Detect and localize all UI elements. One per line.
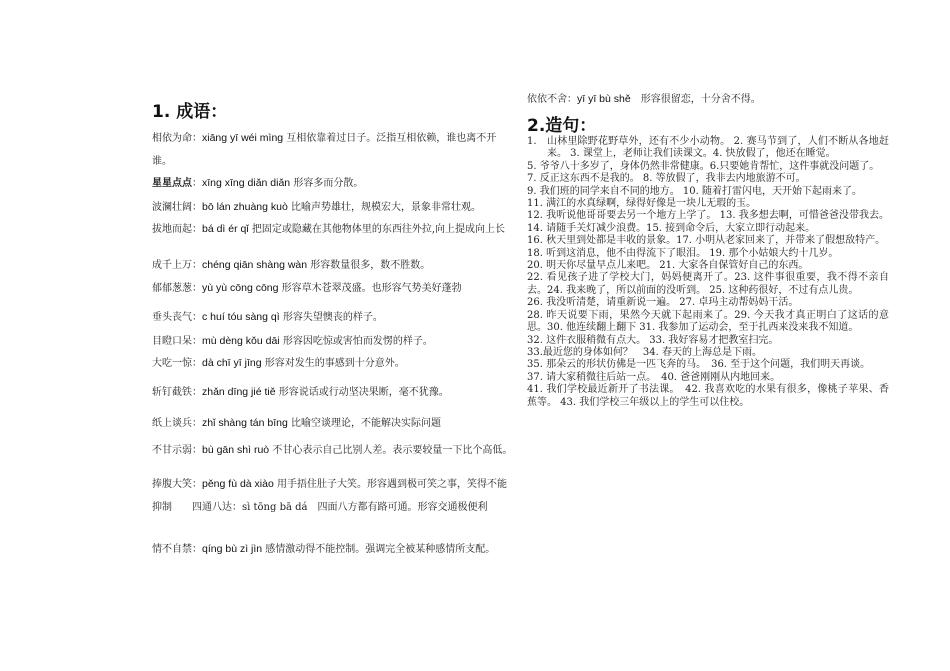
idiom-term: 星星点点: [152, 178, 192, 189]
sentence-item: 7. 反正这东西不是我的。 8. 等放假了，我非去内地旅游不可。: [527, 173, 806, 185]
sentence-item: 22. 看见孩子进了学校大门，妈妈便离开了。23. 这件事很重要，我不得不亲自去。24. 我来晚了，所以前面的没听到。 25. 这种药很好，不过有点儿贵。: [527, 272, 889, 296]
sentence-item: 37. 请大家稍微往后站一点。 40. 爸爸刚刚从内地回来。: [527, 371, 781, 383]
idiom-heading: 1. 成语：: [152, 102, 228, 122]
top-idiom-line: 依依不舍：yī yī bù shě 形容很留恋，十分舍不得。: [527, 93, 761, 105]
idiom-entry: 捧腹大笑：pěng fù dà xiào 用手捂住肚子大笑。形容遇到极可笑之事，笑得不能抑制 四通八达：sì tōng bā dá 四面八方都有路可通。形容交通极便利: [152, 478, 507, 513]
idiom-definition: 比喻声势雄壮，规模宏大，景象非常壮观。: [287, 202, 482, 213]
idiom-pinyin: xīng xīng diǎn diǎn: [202, 177, 291, 189]
idiom-entry: 波澜壮阔：bō lán zhuàng kuò 比喻声势雄壮，规模宏大，景象非常壮观。: [152, 201, 482, 213]
idiom-pinyin: c huí tóu sàng qì: [202, 311, 280, 323]
idiom-definition: 形容因吃惊或害怕而发愣的样子。: [279, 336, 433, 347]
sentence-item: 12. 我听说他哥哥要去另一个地方上学了。 13. 我多想去啊，可惜爸爸没带我去。 14. 请随手关灯减少浪费。15. 接到命令后，大家立即行动起来。: [527, 210, 889, 234]
idiom-pinyin: mù dèng kǒu dāi: [202, 335, 280, 347]
sentence-list: [527, 136, 889, 409]
idiom-term: 拔地而起: [152, 224, 192, 235]
idiom-term: 垂头丧气: [152, 312, 192, 323]
idiom-pinyin: yù yù cōng cōng: [202, 282, 279, 294]
idiom-entry: 星星点点：xīng xīng diǎn diǎn 形容多而分散。: [152, 177, 364, 189]
sentence-item: 26. 我没听清楚，请重新说一遍。 27. 卓玛主动帮妈妈干活。: [527, 297, 799, 309]
idiom-pinyin: dà chī yī jīng: [202, 357, 262, 369]
idiom-pinyin: bá dì ér qǐ: [202, 223, 249, 235]
idiom-term: 波澜壮阔: [152, 202, 192, 213]
idiom-term: 成千上万: [152, 260, 192, 271]
idiom-entry: 拔地而起：bá dì ér qǐ 把固定或隐藏在其他物体里的东西往外拉,向上提成向上长: [152, 223, 506, 235]
sentence-item: [527, 136, 889, 161]
idiom-definition: 比喻空谈理论，不能解决实际问题: [287, 418, 442, 429]
idiom-definition: 形容草木苍翠茂盛。也形容气势美好蓬勃: [278, 283, 462, 294]
idiom-pinyin: chéng qiān shàng wàn: [202, 259, 308, 271]
sentence-item: 18. 听到这消息，他不由得流下了眼泪。 19. 那个小姑娘大约十几岁。: [527, 247, 839, 259]
idiom-definition: 形容数量很多，数不胜数。: [307, 260, 431, 271]
idiom-definition: 不甘心表示自己比别人差。表示要较量一下比个高低。: [269, 445, 513, 456]
sentence-item: 32. 这件衣服稍微有点大。 33. 我好容易才把教室扫完。: [527, 334, 779, 346]
sentence-item: 16. 秋天里到处都是丰收的景象。17. 小明从老家回来了，并带来了假想敌特产。: [527, 235, 886, 247]
idiom-pinyin: bù gān shì ruò: [202, 444, 270, 456]
sentence-number: 1.: [527, 136, 537, 147]
idiom-term: 斩钉截铁: [152, 387, 192, 398]
idiom-term: 郁郁葱葱: [152, 283, 192, 294]
idiom-term: 大吃一惊: [152, 358, 192, 369]
sentence-item: 5. 爷爷八十多岁了，身体仍然非常健康。6.只要她肯帮忙，这件事就没问题了。: [527, 160, 880, 172]
idiom-definition: 用手捂住肚子大笑。形容遇到极可笑之事，笑得不能抑制 四通八达：sì tōng bā dá 四面八方都有路可通。形容交通极便利: [152, 479, 507, 513]
idiom-entry: 不甘示弱：bù gān shì ruò 不甘心表示自己比别人差。表示要较量一下比个高低。: [152, 444, 513, 456]
sentence-item: 35. 那朵云的形状仿佛是一匹飞奔的马。 36. 至于这个问题，我们明天再谈。: [527, 359, 871, 371]
idiom-pinyin: pěng fù dà xiào: [202, 478, 274, 490]
idiom-pinyin: zhǐ shàng tán bīng: [202, 417, 288, 429]
idiom-pinyin: zhǎn dīng jié tiě: [202, 386, 276, 398]
idiom-pinyin: qíng bù zì jìn: [202, 543, 263, 555]
idiom-entry: 垂头丧气：c huí tóu sàng qì 形容失望懊丧的样子。: [152, 311, 383, 323]
sentence-item: 20. 明天你尽量早点儿来吧。 21. 大家各自保管好自己的东西。: [527, 260, 809, 272]
idiom-definition: 把固定或隐藏在其他物体里的东西往外拉,向上提成向上长: [248, 224, 506, 235]
idiom-entry: 大吃一惊：dà chī yī jīng 形容对发生的事感到十分意外。: [152, 357, 405, 369]
sentence-item: 41. 我们学校最近新开了书法课。 42. 我喜欢吃的水果有很多，像桃子苹果、香蕉等。 43. 我们学校三年级以上的学生可以住校。: [527, 384, 889, 408]
idiom-entry: 成千上万：chéng qiān shàng wàn 形容数量很多，数不胜数。: [152, 259, 431, 271]
idiom-term: 情不自禁: [152, 544, 192, 555]
idiom-entry: 郁郁葱葱：yù yù cōng cōng 形容草木苍翠茂盛。也形容气势美好蓬勃: [152, 282, 462, 294]
idiom-entry: 斩钉截铁：zhǎn dīng jié tiě 形容说话或行动坚决果断，毫不犹豫。: [152, 386, 449, 398]
idiom-definition: 形容多而分散。: [290, 178, 364, 189]
idiom-definition: 形容失望懊丧的样子。: [279, 312, 383, 323]
sentence-heading: 2.造句：: [527, 116, 597, 136]
idiom-term: 不甘示弱: [152, 445, 192, 456]
sentence-item: 9. 我们班的同学来自不同的地方。 10. 随着打雷闪电，天开始下起雨来了。: [527, 185, 862, 197]
idiom-definition: 形容说话或行动坚决果断，毫不犹豫。: [275, 387, 449, 398]
idiom-term: 捧腹大笑: [152, 479, 192, 490]
idiom-entry: 情不自禁：qíng bù zì jìn 感情激动得不能控制。强调完全被某种感情所支配。: [152, 543, 496, 555]
sentence-item: 33.最近您的身体如何？ 34. 春天的上海总是下雨。: [527, 346, 762, 358]
idiom-definition: 感情激动得不能控制。强调完全被某种感情所支配。: [262, 544, 496, 555]
sentence-item: 11. 满江的水真绿啊，绿得好像是一块儿无瑕的玉。: [527, 198, 757, 210]
idiom-entry: 相依为命：xiāng yī wéi mìng 互相依靠着过日子。泛指互相依赖，谁也离不开谁。: [152, 132, 497, 167]
idiom-term: 目瞪口呆: [152, 336, 192, 347]
idiom-definition: 形容对发生的事感到十分意外。: [261, 358, 405, 369]
idiom-pinyin: xiāng yī wéi mìng: [202, 132, 284, 144]
idiom-pinyin: bō lán zhuàng kuò: [202, 201, 288, 213]
idiom-term: 相依为命: [152, 133, 192, 144]
idiom-entry: 纸上谈兵：zhǐ shàng tán bīng 比喻空谈理论，不能解决实际问题: [152, 417, 442, 429]
idiom-definition: 互相依靠着过日子。泛指互相依赖，谁也离不开谁。: [152, 133, 497, 167]
idiom-entry: 目瞪口呆：mù dèng kǒu dāi 形容因吃惊或害怕而发愣的样子。: [152, 335, 433, 347]
sentence-item: 28. 昨天说要下雨，果然今天就下起雨来了。29. 今天我才真正明白了这话的意思。30. 他连续翻上翻下 31. 我参加了运动会，至于扎西来没来我不知道。: [527, 309, 889, 334]
sentence-text: 山林里除野花野草外，还有不少小动物。 2. 赛马节到了，人们不断从各地赶来。 3. 课堂上，老师让我们读课文。4. 快放假了，他还在睡觉。: [547, 136, 889, 160]
idiom-term: 纸上谈兵: [152, 418, 192, 429]
